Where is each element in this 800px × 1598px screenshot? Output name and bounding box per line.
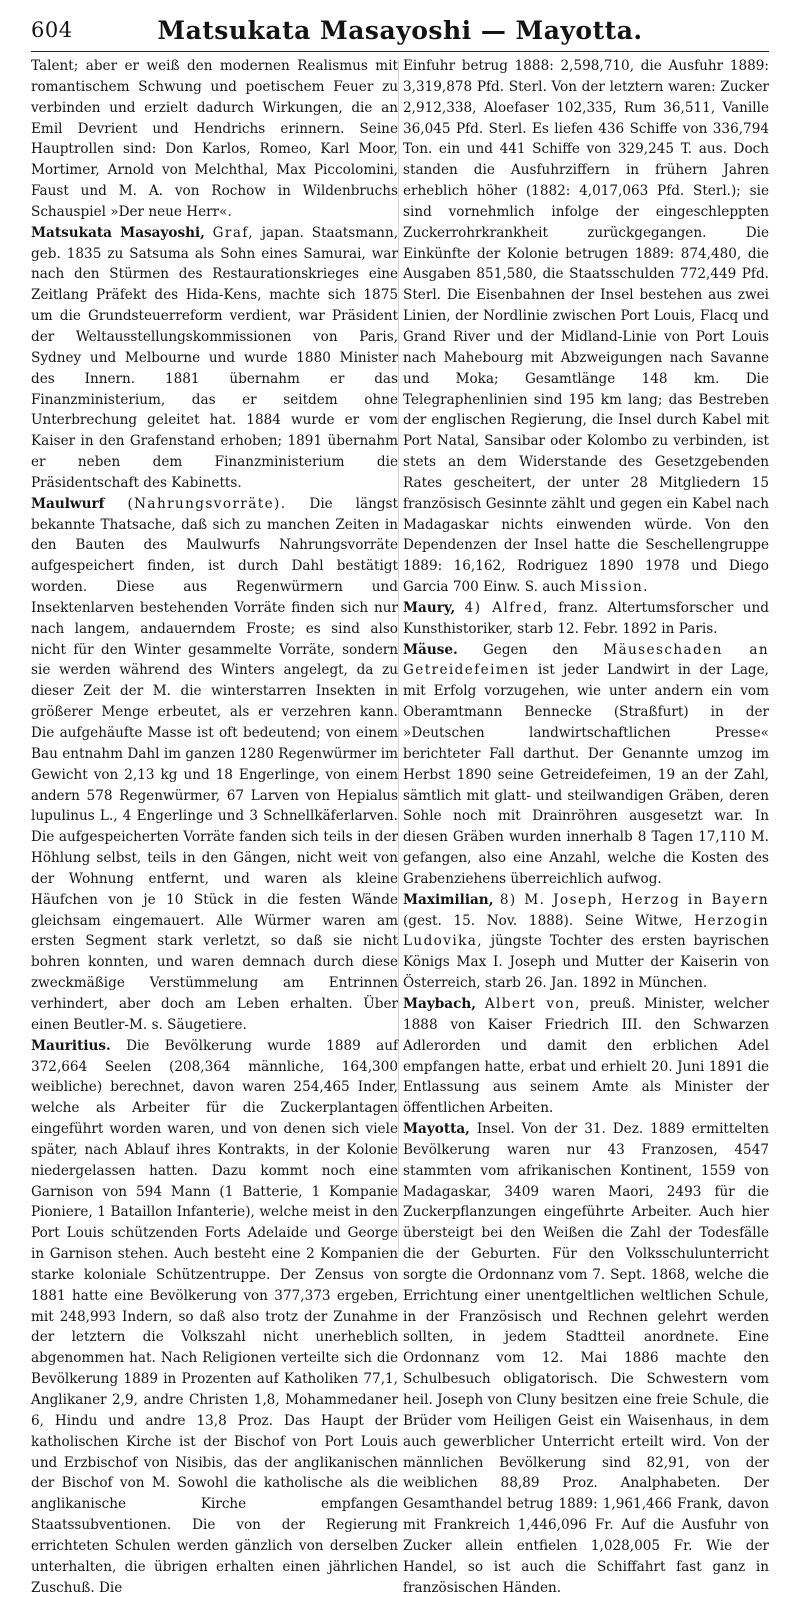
entry-maeuse	[403, 640, 769, 890]
entry-continuation	[403, 56, 769, 598]
entry-lead: Graf,	[212, 224, 255, 241]
lemma-mayotta: Mayotta,	[403, 1121, 470, 1138]
page-number: 604	[31, 18, 73, 42]
entry-maury	[403, 598, 769, 640]
entry-text: ist jeder Landwirt in der Lage, mit Erfolg vorzugehen, wie unter andern ein vom Oberamtmann Bennecke (Straßfurt) in der »Deutschen landwirtschaftlichen Presse« berichteter Fall darthut. Der Genannte umzog im Herbst 1890 seine Getreidefeimen, 19 an der Zahl, sämtlich mit glatt- und steilwandigen Gräben, deren Sohle noch mit Drainröhren ausgesetzt war. In diesen Gräben wurden innerhalb 8 Tagen 17,110 M. gefangen, also eine Anzahl, welche die Kosten des Grabenziehens überreichlich aufwog.	[403, 662, 769, 887]
entry-maulwurf	[31, 494, 398, 1036]
cross-reference: Mäuseschaden an Getreidefeimen	[403, 641, 769, 679]
header-rule	[31, 51, 769, 52]
entry-lead: (Nahrungsvorräte).	[127, 495, 287, 512]
entry-maybach	[403, 994, 769, 1119]
entry-text: Insel. Von der 31. Dez. 1889 ermittelten Bevölkerung waren nur 43 Franzosen, 4547 stammten vom afrikanischen Kontinent, 1559 von Madagaskar, 3409 waren Maori, 2493 für die Zuckerpflanzungen eingeführte Arbeiter. Auch hier übersteigt bei den Weißen die Zahl der Todesfälle die der Geburten. Für den Volksschulunterricht sorgte die Ordonnanz vom 7. Sept. 1868, welche die Errichtung einer unentgeltlichen weltlichen Schule, in der Französisch und Rechnen gelehrt werden sollten, in jedem Stadtteil anordnete. Eine Ordonnanz vom 12. Mai 1886 machte den Schulbesuch obligatorisch. Die Schwestern vom heil. Joseph von Cluny besitzen eine freie Schule, die Brüder vom Heiligen Geist ein Waisenhaus, in dem auch gewerblicher Unterricht erteilt wird. Von der männlichen Bevölkerung sind 82,91, von der weiblichen 88,89 Proz. Analphabeten. Der Gesamthandel betrug 1889: 1,961,466 Frank, davon mit Frankreich 1,446,096 Fr. Auf die Ausfuhr von Zucker allein entfielen 1,028,005 Fr. Wie der Handel, so ist auch die Schiffahrt fast ganz in französischen Händen.	[403, 1121, 769, 1596]
running-head: Matsukata Masayoshi — Mayotta.	[157, 16, 643, 45]
lemma-maury: Maury,	[403, 599, 456, 616]
lemma-maeuse: Mäuse.	[403, 641, 458, 658]
entry-text: jüngste Tochter des ersten bayrischen Königs Max I. Joseph und Mutter der Kaiserin von Österreich, starb 26. Jan. 1892 in München.	[403, 933, 769, 992]
entry-continuation	[31, 56, 398, 223]
entry-text: Gegen den	[482, 641, 579, 658]
entry-lead: 8) M. Joseph, Herzog in Bayern	[499, 891, 769, 908]
entry-text: preuß. Minister, welcher 1888 von Kaiser Friedrich III. den Schwarzen Adlerorden und damit den erblichen Adel empfangen hatte, erbat und erhielt 20. Juni 1891 die Entlassung aus seinem Amte als Minister der öffentlichen Arbeiten.	[403, 995, 769, 1117]
lemma-matsukata: Matsukata Masayoshi,	[31, 224, 205, 241]
entry-mauritius	[31, 1036, 398, 1598]
entry-mayotta	[403, 1119, 769, 1598]
cross-reference: Mission.	[579, 579, 649, 596]
right-column	[403, 56, 769, 1596]
column-divider	[398, 60, 399, 1255]
entry-text: Die Bevölkerung wurde 1889 auf 372,664 Seelen (208,364 männliche, 164,300 weibliche) berechnet, davon waren 254,465 Inder, welche als Arbeiter für die Zuckerplantagen eingeführt worden waren, und von denen sich viele später, nach Ablauf ihres Kontrakts, in der Kolonie niedergelassen hatten. Dazu kommt noch eine Garnison von 594 Mann (1 Batterie, 1 Kompanie Pioniere, 1 Bataillon Infanterie), welche meist in den Port Louis schützenden Forts Adelaide und George in Garnison stehen. Auch besteht eine 2 Kompanien starke koloniale Schützentruppe. Der Zensus von 1881 hatte eine Bevölkerung von 377,373 ergeben, mit 248,993 Indern, so daß also trotz der Zunahme der letztern die Volkszahl nicht unerheblich abgenommen hat. Nach Religionen verteilte sich die Bevölkerung 1889 in Prozenten auf Katholiken 77,1, Anglikaner 2,9, andre Christen 1,8, Mohammedaner 6, Hindu und andre 13,8 Proz. Das Haupt der katholischen Kirche ist der Bischof von Port Louis und Erzbischof von Nisibis, das der anglikanischen der Bischof von M. Sowohl die katholische als die anglikanische Kirche empfangen Staatssubventionen. Die von der Regierung errichteten Schulen werden gänzlich von derselben unterhalten, die übrigen erhalten einen jährlichen Zuschuß. Die	[31, 1037, 398, 1596]
left-column	[31, 56, 399, 1596]
lemma-maulwurf: Maulwurf	[31, 495, 105, 512]
lemma-maybach: Maybach,	[403, 995, 476, 1012]
entry-maximilian	[403, 890, 769, 994]
entry-text: franz. Altertumsforscher und Kunsthistoriker, starb 12. Febr. 1892 in Paris.	[403, 599, 769, 637]
lemma-mauritius: Mauritius.	[31, 1037, 111, 1054]
lemma-maximilian: Maximilian,	[403, 891, 494, 908]
entry-lead: Albert von,	[484, 995, 581, 1012]
page-header	[31, 12, 769, 48]
entry-lead: 4) Alfred,	[464, 599, 549, 616]
continuation-text: Einfuhr betrug 1888: 2,598,710, die Ausfuhr 1889: 3,319,878 Pfd. Sterl. Von der letztern waren: Zucker 2,912,338, Aloefaser 102,335, Rum 36,511, Vanille 36,045 Pfd. Sterl. Es liefen 436 Schiffe von 336,794 Ton. ein und 441 Schiffe von 329,245 T. aus. Doch standen die Ausfuhrziffern in frühern Jahren erheblich höher (1882: 4,017,063 Pfd. Sterl.); sie sind vornehmlich infolge der eingeschleppten Zuckerrohrkrankheit zurückgegangen. Die Einkünfte der Kolonie betrugen 1889: 874,480, die Ausgaben 851,580, die Staatsschulden 772,449 Pfd. Sterl. Die Eisenbahnen der Insel bestehen aus zwei Linien, der Nordlinie zwischen Port Louis, Flacq und Grand River und der Midland-Linie von Port Louis nach Mahebourg mit Abzweigungen nach Savanne und Moka; Gesamtlänge 148 km. Die Telegraphenlinien sind 195 km lang; das Bestreben der englischen Regierung, die Insel durch Kabel mit Port Natal, Sansibar oder Kolombo zu verbinden, ist stets an dem Widerstande des Gesetzgebenden Rates gescheitert, der unter 28 Mitgliedern 15 französisch Gesinnte zählt und gegen ein Kabel nach Madagaskar nichts einwenden würde. Von den Dependenzen der Insel hatte die Seschellengruppe 1889: 16,162, Rodriguez 1890 1978 und Diego Garcia 700 Einw. S. auch	[403, 58, 769, 596]
entry-text: (gest. 15. Nov. 1888). Seine Witwe,	[403, 912, 683, 929]
entry-matsukata	[31, 223, 398, 494]
continuation-text: Talent; aber er weiß den modernen Realismus mit romantischem Schwung und poetischem Feuer zu verbinden und erzielt dadurch Wirkungen, die an Emil Devrient und Hendrichs erinnern. Seine Hauptrollen sind: Don Karlos, Romeo, Karl Moor, Mortimer, Arnold von Melchthal, Max Piccolomini, Faust und M. A. von Rochow in Wildenbruchs Schauspiel »Der neue Herr«.	[31, 58, 398, 220]
entry-text: Die längst bekannte Thatsache, daß sich zu manchen Zeiten in den Bauten des Maulwurfs Nahrungsvorräte aufgespeichert finden, ist durch Dahl bestätigt worden. Diese aus Regenwürmern und Insektenlarven bestehenden Vorräte finden sich nur nach langem, andauerndem Froste; es sind also nicht für den Winter gesammelte Vorräte, sondern sie werden während des Winters angelegt, da zu dieser Zeit der M. die winterstarren Insekten in größerer Menge erbeutet, als er verzehren kann. Die aufgehäufte Masse ist oft bedeutend; von einem Bau entnahm Dahl im ganzen 1280 Regenwürmer im Gewicht von 2,13 kg und 18 Engerlinge, von einem andern 578 Regenwürmer, 67 Larven von Hepialus lupulinus L., 4 Engerlinge und 3 Schnellkäferlarven. Die aufgespeicherten Vorräte fanden sich teils in der Höhlung selbst, teils in den Gängen, nicht weit von der Wohnung entfernt, und waren als kleine Häufchen von je 10 Stück in die festen Wände gleichsam eingemauert. Alle Würmer waren am ersten Segment stark verletzt, so daß sie nicht bohren konnten, und waren demnach durch diese zweckmäßige Verstümmelung am Entrinnen verhindert, aber doch am Leben erhalten. Über einen Beutler-M. s. Säugetiere.	[31, 495, 398, 1033]
entry-name: Herzogin Ludovika,	[403, 912, 769, 950]
entry-text: japan. Staatsmann, geb. 1835 zu Satsuma als Sohn eines Samurai, war nach den Stürmen des Restaurationskrieges eine Zeitlang Präfekt des Hida-Kens, machte sich 1875 um die Grundsteuerreform verdient, war Präsident der Weltausstellungskommissionen von Paris, Sydney und Melbourne und wurde 1880 Minister des Innern. 1881 übernahm er das Finanzministerium, das er seitdem ohne Unterbrechung geleitet hat. 1884 wurde er vom Kaiser in den Grafenstand erhoben; 1891 übernahm er neben dem Finanzministerium die Präsidentschaft des Kabinetts.	[31, 224, 399, 491]
